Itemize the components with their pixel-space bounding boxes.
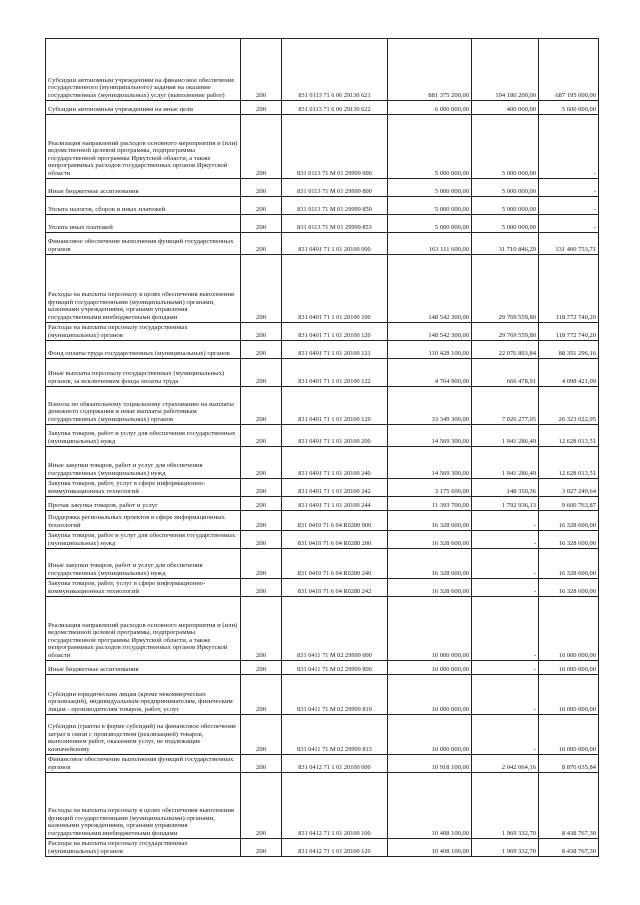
row-approved-amount: 148 542 300,00 — [388, 323, 472, 341]
row-approved-amount: 4 764 900,00 — [388, 359, 472, 387]
row-line-code: 200 — [241, 755, 282, 773]
row-executed-amount: 1 792 936,13 — [472, 497, 539, 511]
row-line-code: 200 — [241, 215, 282, 233]
table-row — [46, 531, 599, 549]
row-executed-amount: - — [472, 661, 539, 675]
row-name: Фонд оплаты труда государственных (муниципальных) органов — [46, 341, 241, 359]
table-row — [46, 101, 599, 115]
row-approved-amount: 3 175 600,00 — [388, 479, 472, 497]
row-line-code: 200 — [241, 531, 282, 549]
table-row — [46, 839, 599, 857]
row-name: Расходы на выплаты персоналу в целях обеспечения выполнения функций государственными (муниципальными) органами, казенными учреждениями, органами управления государственными внебюджетными фондами — [46, 255, 241, 323]
row-name: Субсидии (гранты в форме субсидий) на финансовое обеспечение затрат в связи с производством (реализацией) товаров, выполнением работ, оказанием услуг, не подлежащие казначейскому — [46, 715, 241, 755]
row-unexecuted-amount: 88 351 296,16 — [539, 341, 599, 359]
row-unexecuted-amount: 10 000 000,00 — [539, 661, 599, 675]
row-name: Прочая закупка товаров, работ и услуг — [46, 497, 241, 511]
row-approved-amount: 10 000 000,00 — [388, 597, 472, 661]
row-line-code: 200 — [241, 323, 282, 341]
table-row — [46, 479, 599, 497]
row-line-code: 200 — [241, 549, 282, 579]
row-unexecuted-amount: 16 328 600,00 — [539, 531, 599, 549]
row-line-code: 200 — [241, 425, 282, 447]
row-approved-amount: 14 569 300,00 — [388, 447, 472, 479]
table-row — [46, 675, 599, 715]
row-line-code: 200 — [241, 233, 282, 255]
row-executed-amount: 29 769 559,80 — [472, 255, 539, 323]
table-row — [46, 215, 599, 233]
row-unexecuted-amount: - — [539, 215, 599, 233]
row-name: Иные бюджетные ассигнования — [46, 179, 241, 197]
row-name: Поддержка региональных проектов в сфере информационных технологий — [46, 511, 241, 531]
row-budget-code: 831 0113 71 М 01 29999 800 — [282, 179, 388, 197]
row-name: Расходы на выплаты персоналу государственных (муниципальных) органов — [46, 323, 241, 341]
row-budget-code: 831 0113 71 6 06 29130 622 — [282, 101, 388, 115]
row-unexecuted-amount: 9 600 763,87 — [539, 497, 599, 511]
row-unexecuted-amount: 10 000 000,00 — [539, 597, 599, 661]
row-unexecuted-amount: 10 000 000,00 — [539, 675, 599, 715]
row-approved-amount: 881 375 200,00 — [388, 39, 472, 101]
row-name: Реализация направлений расходов основного мероприятия и (или) ведомственной целевой программы, подпрограммы государственной программы Иркутской области, а также непрограммных расходов государственных органов Иркутской области — [46, 115, 241, 179]
row-budget-code: 831 0113 71 М 01 29999 853 — [282, 215, 388, 233]
row-executed-amount: - — [472, 579, 539, 597]
row-name: Уплата иных платежей — [46, 215, 241, 233]
row-unexecuted-amount: 26 323 022,95 — [539, 387, 599, 425]
row-unexecuted-amount: - — [539, 179, 599, 197]
row-approved-amount: 14 569 300,00 — [388, 425, 472, 447]
row-budget-code: 831 0410 71 6 04 R0280 200 — [282, 531, 388, 549]
row-approved-amount: 16 328 600,00 — [388, 511, 472, 531]
row-line-code: 200 — [241, 101, 282, 115]
row-executed-amount: - — [472, 549, 539, 579]
table-row — [46, 425, 599, 447]
row-unexecuted-amount: 8 438 767,30 — [539, 839, 599, 857]
row-line-code: 200 — [241, 511, 282, 531]
row-line-code: 200 — [241, 341, 282, 359]
row-line-code: 200 — [241, 839, 282, 857]
table-row — [46, 387, 599, 425]
row-name: Закупка товаров, работ, услуг в сфере информационно-коммуникационных технологий — [46, 579, 241, 597]
row-line-code: 200 — [241, 675, 282, 715]
row-budget-code: 831 0401 71 1 01 20100 242 — [282, 479, 388, 497]
row-approved-amount: 5 000 000,00 — [388, 215, 472, 233]
row-budget-code: 831 0401 71 1 01 20100 100 — [282, 255, 388, 323]
row-approved-amount: 11 393 700,00 — [388, 497, 472, 511]
row-executed-amount: 2 042 064,16 — [472, 755, 539, 773]
row-budget-code: 831 0410 71 6 04 R0280 242 — [282, 579, 388, 597]
row-executed-amount: 31 710 846,29 — [472, 233, 539, 255]
row-unexecuted-amount: 118 772 740,20 — [539, 255, 599, 323]
row-executed-amount: 5 000 000,00 — [472, 197, 539, 215]
row-name: Уплата налогов, сборов и иных платежей — [46, 197, 241, 215]
row-unexecuted-amount: 131 400 753,71 — [539, 233, 599, 255]
row-budget-code: 831 0412 71 1 01 20100 000 — [282, 755, 388, 773]
row-approved-amount: 110 428 100,00 — [388, 341, 472, 359]
row-name: Субсидии автономным учреждениям на иные цели — [46, 101, 241, 115]
row-line-code: 200 — [241, 179, 282, 197]
row-executed-amount: - — [472, 597, 539, 661]
row-unexecuted-amount: 10 000 000,00 — [539, 715, 599, 755]
row-name: Закупка товаров, работ и услуг для обеспечения государственных (муниципальных) нужд — [46, 531, 241, 549]
row-approved-amount: 10 000 000,00 — [388, 661, 472, 675]
table-row — [46, 233, 599, 255]
row-budget-code: 831 0412 71 1 01 20100 100 — [282, 773, 388, 839]
row-line-code: 200 — [241, 597, 282, 661]
row-budget-code: 831 0113 71 6 06 29130 621 — [282, 39, 388, 101]
row-line-code: 200 — [241, 497, 282, 511]
table-row — [46, 549, 599, 579]
row-line-code: 200 — [241, 715, 282, 755]
row-unexecuted-amount: 16 328 600,00 — [539, 511, 599, 531]
row-executed-amount: 1 941 286,49 — [472, 425, 539, 447]
row-name: Финансовое обеспечение выполнения функций государственных органов — [46, 755, 241, 773]
table-row — [46, 661, 599, 675]
row-name: Закупка товаров, работ, услуг в сфере информационно-коммуникационных технологий — [46, 479, 241, 497]
table-row — [46, 579, 599, 597]
table-row — [46, 447, 599, 479]
table-row — [46, 511, 599, 531]
row-approved-amount: 10 408 100,00 — [388, 839, 472, 857]
row-line-code: 200 — [241, 387, 282, 425]
row-budget-code: 831 0113 71 М 01 29999 850 — [282, 197, 388, 215]
row-budget-code: 831 0411 71 М 02 29999 800 — [282, 661, 388, 675]
row-executed-amount: 194 180 200,00 — [472, 39, 539, 101]
row-approved-amount: 16 328 600,00 — [388, 579, 472, 597]
row-executed-amount: 1 941 286,49 — [472, 447, 539, 479]
table-row — [46, 359, 599, 387]
row-approved-amount: 5 000 000,00 — [388, 115, 472, 179]
row-line-code: 200 — [241, 39, 282, 101]
row-approved-amount: 6 000 000,00 — [388, 101, 472, 115]
row-budget-code: 831 0411 71 М 02 29999 813 — [282, 715, 388, 755]
row-name: Реализация направлений расходов основного мероприятия и (или) ведомственной целевой программы, подпрограммы государственной программы Иркутской области, а также непрограммных расходов государственных органов Иркутской области — [46, 597, 241, 661]
row-name: Субсидии автономным учреждениям на финансовое обеспечение государственного (муниципального) задания на оказание государственных (муниципальных) услуг (выполнение работ) — [46, 39, 241, 101]
row-unexecuted-amount: 118 772 740,20 — [539, 323, 599, 341]
row-approved-amount: 10 918 100,00 — [388, 755, 472, 773]
row-name: Закупка товаров, работ и услуг для обеспечения государственных (муниципальных) нужд — [46, 425, 241, 447]
row-budget-code: 831 0411 71 М 02 29999 810 — [282, 675, 388, 715]
row-budget-code: 831 0401 71 1 01 20100 240 — [282, 447, 388, 479]
row-executed-amount: 1 969 332,70 — [472, 839, 539, 857]
budget-table — [45, 38, 599, 857]
row-name: Взносы по обязательному социальному страхованию на выплаты денежного содержания и иные выплаты работникам государственных (муниципальных) органов — [46, 387, 241, 425]
row-executed-amount: 22 076 803,84 — [472, 341, 539, 359]
row-executed-amount: 400 000,00 — [472, 101, 539, 115]
row-executed-amount: 148 350,36 — [472, 479, 539, 497]
row-budget-code: 831 0401 71 1 01 20100 000 — [282, 233, 388, 255]
row-name: Расходы на выплаты персоналу государственных (муниципальных) органов — [46, 839, 241, 857]
row-unexecuted-amount: 8 438 767,30 — [539, 773, 599, 839]
row-budget-code: 831 0412 71 1 01 20100 120 — [282, 839, 388, 857]
table-row — [46, 323, 599, 341]
row-executed-amount: - — [472, 675, 539, 715]
row-approved-amount: 5 000 000,00 — [388, 179, 472, 197]
row-name: Иные выплаты персоналу государственных (муниципальных) органов, за исключением фонда оплаты труда — [46, 359, 241, 387]
row-line-code: 200 — [241, 197, 282, 215]
row-budget-code: 831 0401 71 1 01 20100 200 — [282, 425, 388, 447]
row-unexecuted-amount: 16 328 600,00 — [539, 579, 599, 597]
row-executed-amount: 29 769 559,80 — [472, 323, 539, 341]
row-executed-amount: 666 478,91 — [472, 359, 539, 387]
row-name: Иные закупки товаров, работ и услуг для обеспечения государственных (муниципальных) нужд — [46, 549, 241, 579]
row-budget-code: 831 0113 71 М 01 29999 000 — [282, 115, 388, 179]
row-unexecuted-amount: - — [539, 115, 599, 179]
row-name: Субсидии юридическим лицам (кроме некоммерческих организаций), индивидуальным предпринимателям, физическим лицам - производителям товаров, работ, услуг — [46, 675, 241, 715]
row-executed-amount: 5 000 000,00 — [472, 115, 539, 179]
row-line-code: 200 — [241, 115, 282, 179]
row-line-code: 200 — [241, 479, 282, 497]
table-row — [46, 179, 599, 197]
row-unexecuted-amount: 16 328 600,00 — [539, 549, 599, 579]
row-executed-amount: 5 000 000,00 — [472, 215, 539, 233]
row-unexecuted-amount: 3 027 249,64 — [539, 479, 599, 497]
row-unexecuted-amount: 8 876 035,84 — [539, 755, 599, 773]
row-approved-amount: 33 349 300,00 — [388, 387, 472, 425]
row-approved-amount: 148 542 300,00 — [388, 255, 472, 323]
row-budget-code: 831 0411 71 М 02 29999 000 — [282, 597, 388, 661]
row-line-code: 200 — [241, 447, 282, 479]
table-row — [46, 341, 599, 359]
row-budget-code: 831 0401 71 1 01 20100 122 — [282, 359, 388, 387]
table-row — [46, 755, 599, 773]
table-row — [46, 715, 599, 755]
row-line-code: 200 — [241, 579, 282, 597]
row-budget-code: 831 0401 71 1 01 20100 129 — [282, 387, 388, 425]
row-name: Финансовое обеспечение выполнения функций государственных органов — [46, 233, 241, 255]
table-row — [46, 597, 599, 661]
table-row — [46, 497, 599, 511]
row-name: Иные бюджетные ассигнования — [46, 661, 241, 675]
row-line-code: 200 — [241, 255, 282, 323]
row-unexecuted-amount: 687 195 000,00 — [539, 39, 599, 101]
row-line-code: 200 — [241, 359, 282, 387]
row-approved-amount: 163 111 600,00 — [388, 233, 472, 255]
row-approved-amount: 16 328 600,00 — [388, 549, 472, 579]
row-approved-amount: 5 000 000,00 — [388, 197, 472, 215]
table-row — [46, 773, 599, 839]
row-line-code: 200 — [241, 773, 282, 839]
row-executed-amount: 1 969 332,70 — [472, 773, 539, 839]
table-row — [46, 115, 599, 179]
row-executed-amount: - — [472, 715, 539, 755]
row-budget-code: 831 0410 71 6 04 R0280 000 — [282, 511, 388, 531]
row-unexecuted-amount: 12 628 013,51 — [539, 447, 599, 479]
row-executed-amount: - — [472, 511, 539, 531]
table-row — [46, 255, 599, 323]
row-name: Расходы на выплаты персоналу в целях обеспечения выполнения функций государственными (муниципальными) органами, казенными учреждениями, органами управления государственными внебюджетными фондами — [46, 773, 241, 839]
row-approved-amount: 10 000 000,00 — [388, 675, 472, 715]
row-executed-amount: 5 000 000,00 — [472, 179, 539, 197]
row-unexecuted-amount: 4 098 421,09 — [539, 359, 599, 387]
row-approved-amount: 16 328 600,00 — [388, 531, 472, 549]
row-line-code: 200 — [241, 661, 282, 675]
table-row — [46, 39, 599, 101]
row-approved-amount: 10 000 000,00 — [388, 715, 472, 755]
row-budget-code: 831 0410 71 6 04 R0280 240 — [282, 549, 388, 579]
row-unexecuted-amount: 5 600 000,00 — [539, 101, 599, 115]
table-row — [46, 197, 599, 215]
row-approved-amount: 10 408 100,00 — [388, 773, 472, 839]
row-executed-amount: 7 026 277,05 — [472, 387, 539, 425]
row-unexecuted-amount: - — [539, 197, 599, 215]
row-unexecuted-amount: 12 628 013,51 — [539, 425, 599, 447]
row-name: Иные закупки товаров, работ и услуг для обеспечения государственных (муниципальных) нужд — [46, 447, 241, 479]
row-budget-code: 831 0401 71 1 01 20100 244 — [282, 497, 388, 511]
row-executed-amount: - — [472, 531, 539, 549]
row-budget-code: 831 0401 71 1 01 20100 120 — [282, 323, 388, 341]
row-budget-code: 831 0401 71 1 01 20100 121 — [282, 341, 388, 359]
